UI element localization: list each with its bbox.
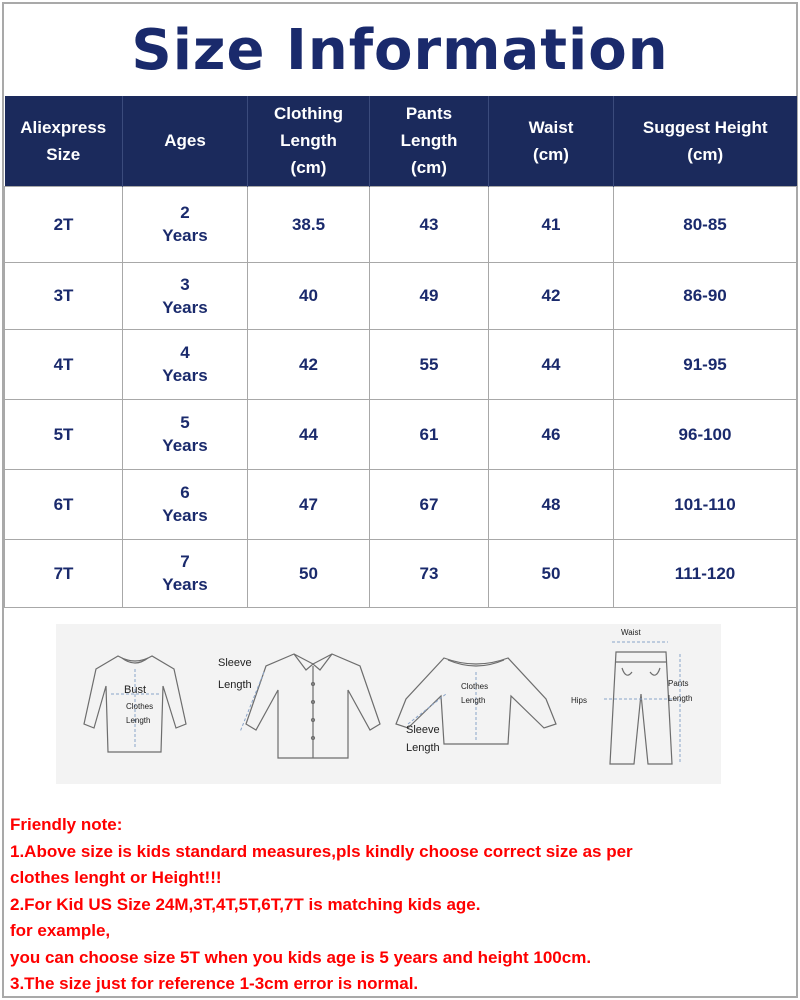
cell-clothing: 40 — [248, 262, 370, 329]
clothes-length-label-b: Length — [126, 716, 151, 725]
cell-pants: 43 — [370, 186, 489, 262]
cell-clothing: 47 — [248, 469, 370, 539]
note-line: 2.For Kid US Size 24M,3T,4T,5T,6T,7T is matching kids age. — [10, 894, 481, 914]
cell-age — [123, 262, 248, 329]
diagram-panel — [56, 624, 721, 784]
cell-age — [123, 469, 248, 539]
clothes-length-label-d: Length — [461, 696, 486, 705]
cell-clothing: 50 — [248, 539, 370, 607]
header-pants-line-3: (cm) — [411, 158, 447, 178]
header-height — [614, 96, 797, 186]
age-unit: Years — [162, 297, 208, 317]
header-waist-line-1: Waist — [528, 117, 574, 137]
pants-length-label-a: Pants — [668, 679, 689, 688]
age-number: 7 — [180, 552, 190, 571]
note-line: you can choose size 5T when you kids age is 5 years and height 100cm. — [10, 947, 592, 967]
cell-size: 5T — [5, 399, 123, 469]
cell-pants: 49 — [370, 262, 489, 329]
pants-length-label-b: Length — [668, 694, 693, 703]
table-row — [5, 329, 797, 399]
header-size-line-2: Size — [46, 144, 81, 164]
note-line: 1.Above size is kids standard measures,pls kindly choose correct size as per — [10, 841, 633, 861]
clothes-length-label-a: Clothes — [126, 702, 154, 711]
cell-age — [123, 399, 248, 469]
size-table — [4, 96, 797, 608]
pants-icon — [610, 652, 672, 764]
header-pants-line-1: Pants — [405, 104, 453, 124]
cell-size: 3T — [5, 262, 123, 329]
sleeve-label-2: Sleeve — [406, 724, 440, 736]
header-ages-line-1: Ages — [164, 131, 206, 151]
cell-waist: 46 — [489, 399, 614, 469]
header-clothing-line-1: Clothing — [274, 104, 343, 124]
cell-height: 96-100 — [614, 399, 797, 469]
cell-height: 111-120 — [614, 539, 797, 607]
header-waist — [489, 96, 614, 186]
cell-waist: 42 — [489, 262, 614, 329]
waist-label: Waist — [621, 628, 641, 637]
header-pants-length — [370, 96, 489, 186]
age-number: 4 — [180, 343, 190, 362]
shirt-icon — [246, 654, 380, 758]
table-row — [5, 186, 797, 262]
age-unit: Years — [162, 436, 208, 455]
age-unit: Years — [162, 366, 208, 385]
garment-illustrations — [56, 624, 721, 784]
cell-age — [123, 539, 248, 607]
table-row — [5, 262, 797, 329]
cell-age — [123, 186, 248, 262]
cell-age — [123, 329, 248, 399]
cell-waist: 44 — [489, 329, 614, 399]
bust-label: Bust — [124, 684, 147, 696]
cell-waist: 41 — [489, 186, 614, 262]
cell-pants: 67 — [370, 469, 489, 539]
friendly-note — [10, 812, 795, 998]
age-number: 2 — [180, 203, 190, 222]
header-clothing-length — [248, 96, 370, 186]
header-clothing-line-3: (cm) — [290, 158, 327, 178]
note-line: clothes lenght or Height!!! — [10, 868, 222, 887]
header-pants-line-2: Length — [400, 131, 458, 151]
table-row — [5, 469, 797, 539]
sleeve-label-1: Sleeve — [218, 657, 252, 669]
age-unit: Years — [162, 226, 208, 245]
header-waist-line-2: (cm) — [533, 144, 569, 164]
header-size — [5, 96, 123, 186]
table-header-row — [5, 96, 797, 186]
cell-waist: 48 — [489, 469, 614, 539]
header-ages — [123, 96, 248, 186]
measurement-diagram — [4, 604, 796, 804]
cell-clothing: 38.5 — [248, 186, 370, 262]
age-unit: Years — [162, 575, 208, 594]
note-line: 3.The size just for reference 1-3cm error is normal. — [10, 974, 419, 993]
cell-clothing: 44 — [248, 399, 370, 469]
note-line: for example, — [10, 921, 111, 940]
cell-height: 86-90 — [614, 262, 797, 329]
note-heading: Friendly note: — [10, 815, 123, 834]
sleeve-length-label-2: Length — [406, 742, 440, 754]
cell-waist: 50 — [489, 539, 614, 607]
cell-size: 6T — [5, 469, 123, 539]
age-number: 6 — [180, 483, 190, 502]
cell-pants: 55 — [370, 329, 489, 399]
sleeve-length-label-1: Length — [218, 679, 252, 691]
clothes-length-label-c: Clothes — [461, 682, 489, 691]
header-height-line-2: (cm) — [687, 144, 724, 164]
age-unit: Years — [162, 506, 208, 525]
hips-label: Hips — [571, 696, 588, 705]
cell-size: 7T — [5, 539, 123, 607]
table-row — [5, 399, 797, 469]
cell-size: 4T — [5, 329, 123, 399]
page-title: Size Information — [131, 17, 669, 83]
header-clothing-line-2: Length — [280, 131, 337, 151]
cell-clothing: 42 — [248, 329, 370, 399]
header-height-line-1: Suggest Height — [642, 117, 768, 137]
header-size-line-1: Aliexpress — [20, 117, 107, 137]
age-number: 5 — [180, 413, 190, 432]
cell-pants: 73 — [370, 539, 489, 607]
cell-height: 80-85 — [614, 186, 797, 262]
table-row — [5, 539, 797, 607]
cell-pants: 61 — [370, 399, 489, 469]
age-number: 3 — [180, 274, 190, 294]
cell-height: 91-95 — [614, 329, 797, 399]
cell-height: 101-110 — [614, 469, 797, 539]
cell-size: 2T — [5, 186, 123, 262]
